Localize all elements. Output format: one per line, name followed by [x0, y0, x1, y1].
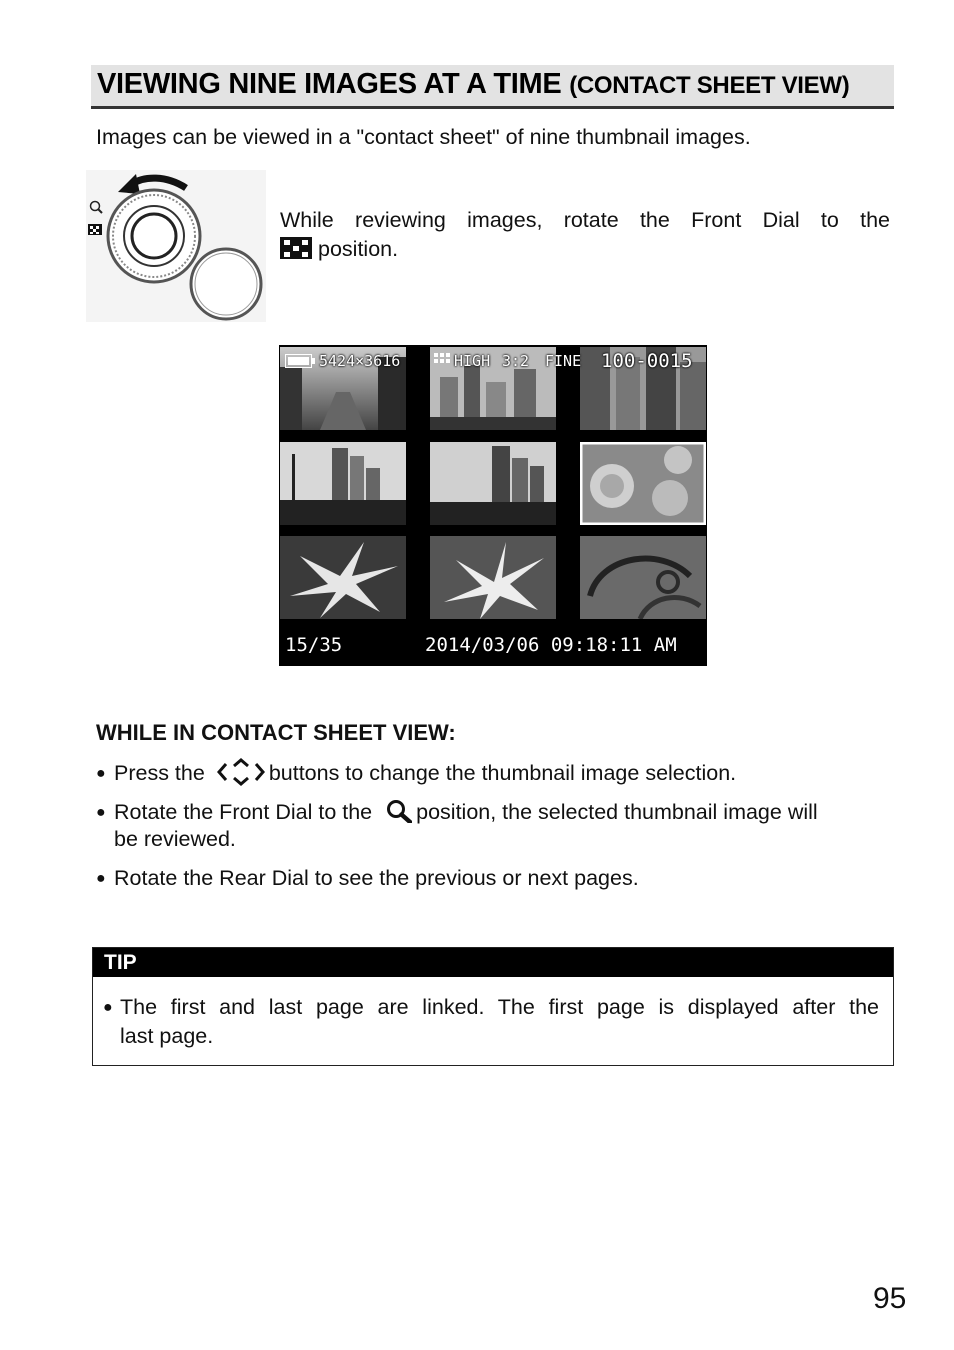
tip-box	[92, 947, 894, 1066]
page-number: 95	[873, 1282, 907, 1315]
resolution-label: 5424×3616	[319, 352, 401, 370]
tip-text: ● The first and last page are linked. The first page is displayed after the last page.	[103, 995, 879, 1048]
thumbnail-9	[580, 536, 706, 619]
tip-label: TIP	[104, 951, 137, 974]
capture-datetime: 2014/03/06 09:18:11 AM	[425, 634, 677, 656]
tip-header	[93, 948, 893, 977]
heading-sub: (CONTACT SHEET VIEW)	[569, 72, 850, 99]
heading-main: VIEWING NINE IMAGES AT A TIME	[97, 68, 570, 100]
compression-label: FINE	[545, 352, 582, 370]
screen-status-bottom	[279, 622, 707, 666]
intro-text: Images can be viewed in a "contact sheet" of nine thumbnail images.	[96, 125, 751, 149]
bullet-dot: ●	[103, 999, 113, 1016]
bullet-2: ● Rotate the Front Dial to the position, the selected thumbnail image will be reviewed.	[96, 800, 818, 851]
step-text-position: position.	[318, 237, 399, 261]
thumbnail-5	[430, 442, 556, 525]
magnify-icon	[386, 799, 412, 823]
section-title: WHILE IN CONTACT SHEET VIEW:	[96, 720, 456, 745]
step-text-line1: While reviewing images, rotate the Front Dial to the	[280, 208, 890, 232]
image-counter: 15/35	[285, 634, 343, 656]
bullet-dot: ●	[96, 765, 106, 782]
thumbnail-6-selected	[580, 442, 706, 525]
quality-label: HIGH	[454, 352, 491, 370]
bullet-3: ● Rotate the Rear Dial to see the previous or next pages.	[96, 866, 639, 890]
screen-status-top	[279, 345, 707, 379]
file-number-label: 100-0015	[601, 350, 693, 372]
bullet-1: ● Press the buttons to change the thumbnail image selection.	[96, 758, 736, 787]
section-heading	[91, 65, 894, 109]
thumbnail-8	[430, 536, 556, 619]
aspect-label: 3:2	[502, 352, 530, 370]
bullet-dot: ●	[96, 870, 106, 887]
front-dial-illustration	[86, 170, 266, 322]
camera-lcd-screen	[279, 345, 707, 666]
arrow-keys-icon	[217, 758, 265, 786]
bullet-dot: ●	[96, 804, 106, 821]
magnify-icon	[91, 202, 103, 214]
contact-sheet-icon	[280, 237, 312, 259]
contact-sheet-icon	[88, 224, 102, 235]
step-text-line2	[280, 235, 398, 264]
battery-icon	[285, 354, 315, 368]
quality-grid-icon	[434, 353, 452, 369]
thumbnail-7	[280, 536, 406, 619]
thumbnail-4	[280, 442, 406, 525]
